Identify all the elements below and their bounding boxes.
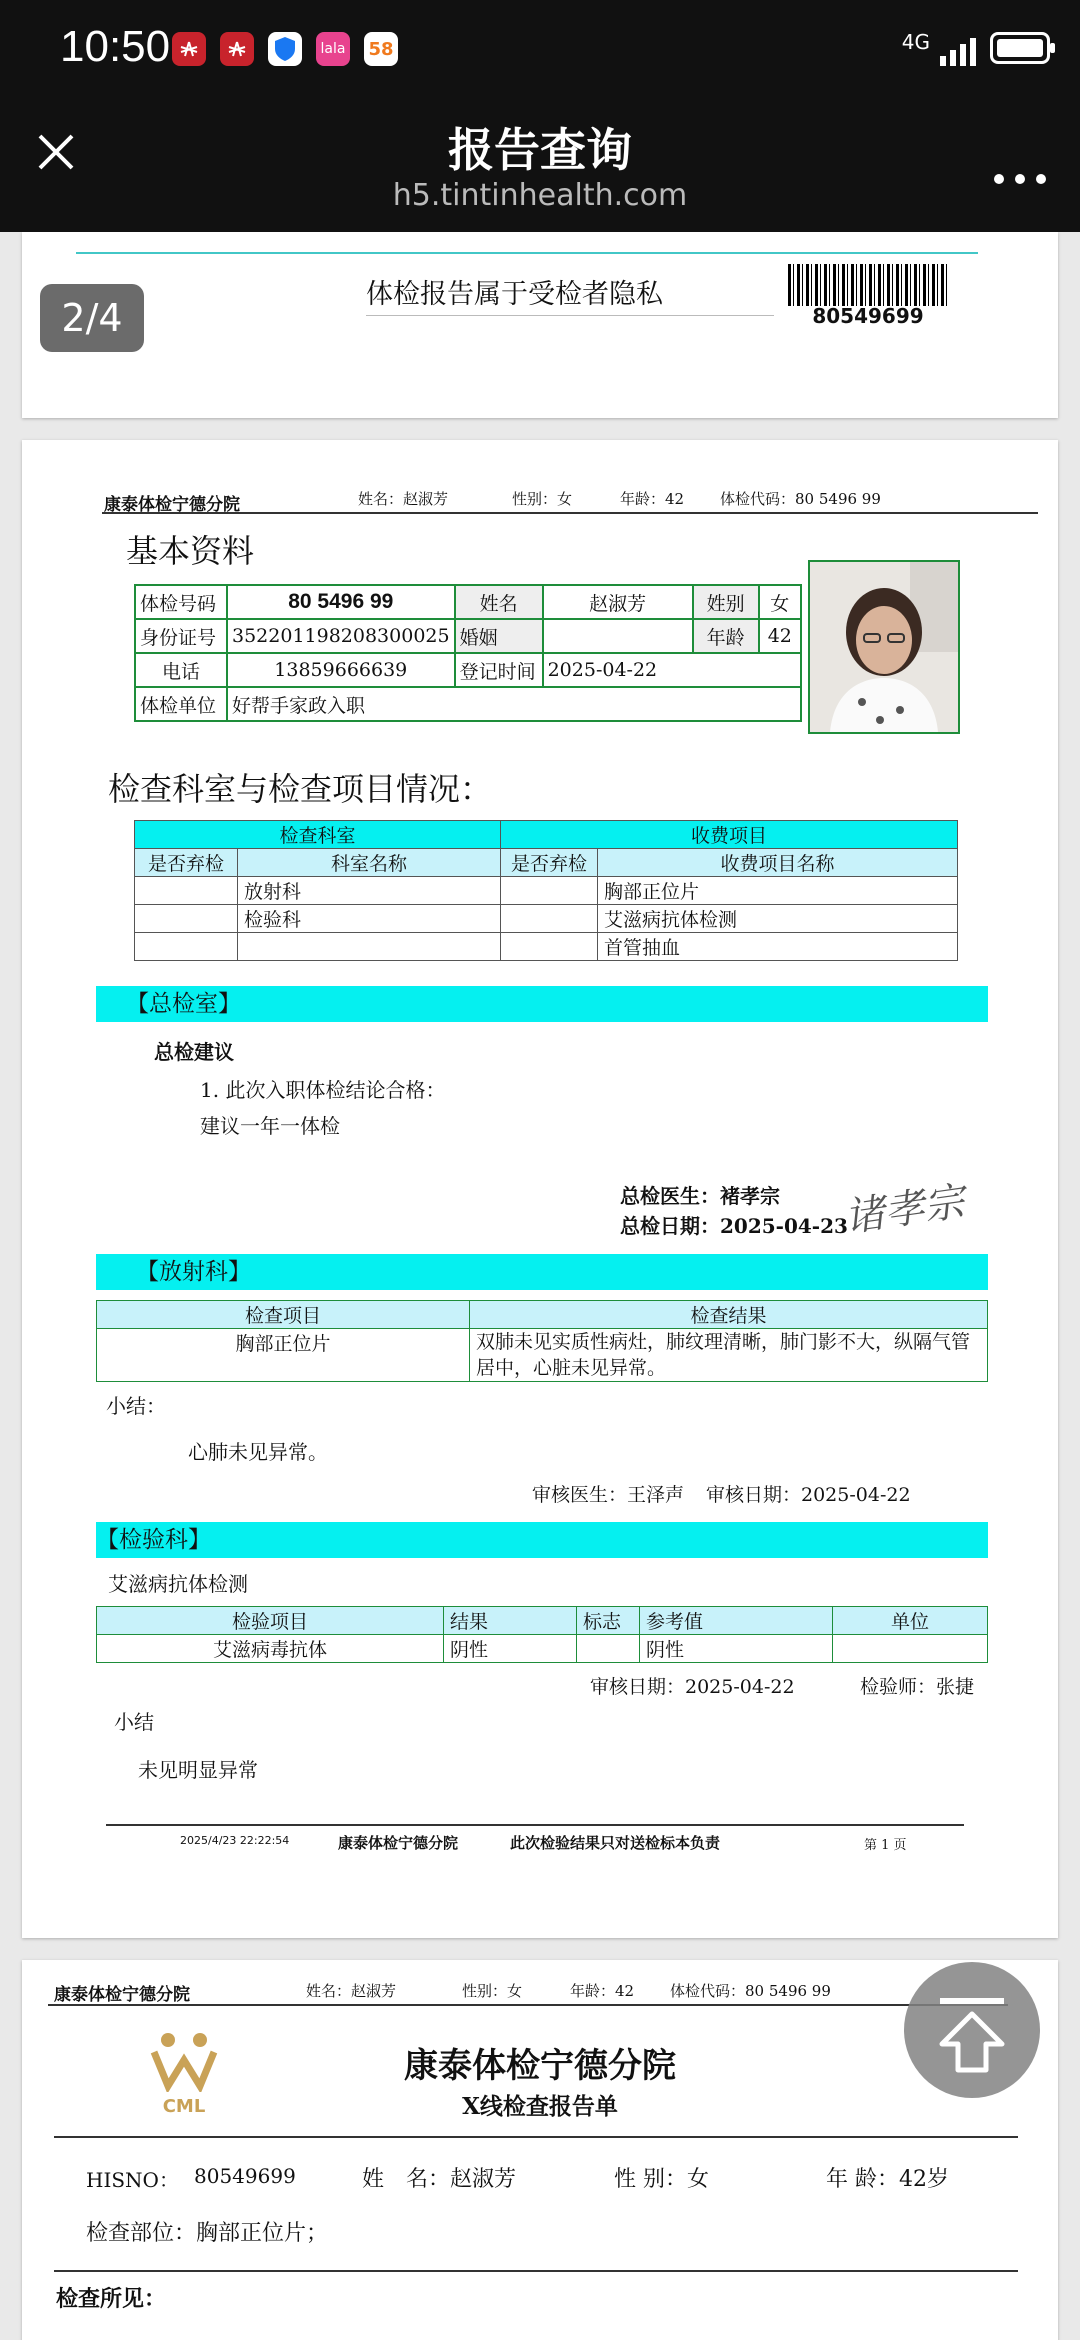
radiology-table [96,1300,988,1382]
radiology-summary-label: 小结： [106,1394,166,1418]
page-title: 报告查询 [448,123,632,177]
shield-icon [268,32,302,66]
col-header: 检查结果 [470,1301,988,1329]
xray-age: 年 龄：42岁 [826,2167,949,2192]
cell: 放射科 [238,877,501,905]
cell [135,933,238,961]
back-to-top-button[interactable] [904,1962,1040,2098]
cell [135,877,238,905]
col-header: 参考值 [640,1607,833,1635]
cell [238,933,501,961]
general-line-2: 建议一年一体检 [200,1114,340,1138]
org-name: 康泰体检宁德分院 [104,495,240,515]
divider [54,2136,1018,2138]
cell: 首管抽血 [598,933,958,961]
divider [102,512,1038,514]
table-row [135,933,958,961]
radiology-summary: 心肺未见异常。 [188,1440,328,1464]
general-date: 2025-04-23 [720,1214,848,1238]
barcode-number: 80549699 [812,304,924,328]
cell [501,877,598,905]
xray-part: 检查部位：胸部正位片； [86,2221,329,2246]
col-header: 是否弃检 [135,849,238,877]
header-exam-code: 体检代码：80 5496 99 [670,1982,831,2000]
general-line-1: 1. 此次入职体检结论合格： [200,1078,446,1102]
xray-gender: 性 别：女 [614,2167,709,2192]
col-header: 单位 [833,1607,988,1635]
section-title-basic: 基本资料 [126,532,255,570]
header-exam-code: 体检代码：80 5496 99 [720,490,881,508]
cell: 艾滋病抗体检测 [598,905,958,933]
report-page-main [22,440,1058,1938]
date-label [620,1210,848,1239]
lab-table [96,1606,988,1663]
patient-photo [808,560,960,734]
footer-page: 第 1 页 [864,1838,907,1853]
basic-info-table [134,584,802,722]
huawei-icon [220,32,254,66]
notification-icons [172,32,398,66]
barcode-image [788,264,948,306]
doctor-name: 褚孝宗 [720,1184,780,1208]
header-age: 年龄：42 [620,490,685,508]
cell: 检验科 [238,905,501,933]
xray-org-title: 康泰体检宁德分院 [404,2046,676,2086]
logo-text: CML [162,2096,206,2117]
header-age: 年龄：42 [570,1982,635,2000]
signal-icon [940,32,976,66]
col-header: 检验项目 [97,1607,444,1635]
section-lab: 【检验科】 [96,1522,988,1558]
cell-label: 体检单位 [135,687,227,721]
col-header: 检查项目 [97,1301,470,1329]
battery-icon [990,32,1050,64]
divider [48,2004,1008,2006]
status-bar [0,0,1080,100]
doctor-signature: 诸孝宗 [841,1178,968,1242]
header-gender: 性别：女 [512,490,573,508]
col-header: 结果 [444,1607,577,1635]
divider [106,1824,964,1826]
col-header: 科室名称 [238,849,501,877]
network-type: 4G [901,30,930,54]
section-radiology: 【放射科】 [96,1254,988,1290]
lab-tester: 检验师：张捷 [860,1676,975,1698]
cell-label: 电话 [135,653,227,687]
general-subtitle: 总检建议 [154,1040,234,1064]
hisno-value: 80549699 [194,2164,296,2188]
table-row [135,877,958,905]
cell-label: 姓别 [693,585,759,619]
cell-label: 体检号码 [135,585,227,619]
col-header: 是否弃检 [501,849,598,877]
cell-id: 352201198208300025 [227,619,455,653]
cell-age: 42 [759,619,801,653]
col-header: 收费项目名称 [598,849,958,877]
col-header: 标志 [577,1607,640,1635]
page-url: h5.tintinhealth.com [392,178,688,213]
section-general: 【总检室】 [96,986,988,1022]
cell [501,933,598,961]
cell-name: 赵淑芳 [543,585,693,619]
app-58-icon: 58 [364,32,398,66]
cell-label: 婚姻 [455,619,543,653]
cell: 艾滋病毒抗体 [97,1635,444,1663]
table-row [97,1635,988,1663]
clock: 10:50 [60,22,171,71]
section-title-dept: 检查科室与检查项目情况： [108,770,493,808]
findings-label: 检查所见： [56,2286,167,2312]
hisno-label: HISNO： [86,2168,179,2192]
cell-label: 姓名 [455,585,543,619]
table-row [97,1329,988,1382]
doctor-label [620,1180,780,1209]
cell [833,1635,988,1663]
xray-name: 姓 名：赵淑芳 [362,2167,517,2192]
cell-gender: 女 [759,585,801,619]
huawei-icon [172,32,206,66]
footer-org: 康泰体检宁德分院 [338,1834,459,1852]
cell-label: 身份证号 [135,619,227,653]
header-gender: 性别：女 [462,1982,523,2000]
cell [501,905,598,933]
cell: 阴性 [640,1635,833,1663]
cell [135,905,238,933]
radiology-reviewer: 审核医生：王泽声 [532,1484,685,1506]
table-row [135,905,958,933]
cell: 胸部正位片 [598,877,958,905]
divider [76,252,978,254]
back-to-top-icon [940,1998,1004,2004]
date-label-text: 总检日期： [620,1214,720,1238]
report-page-cover [22,232,1058,418]
dept-items-table [134,820,958,961]
cell-exam-no: 80 5496 99 [227,585,455,619]
lab-review-date: 审核日期：2025-04-22 [590,1676,795,1698]
divider [54,2270,1018,2272]
header-name: 姓名：赵淑芳 [306,1982,397,2000]
header-name: 姓名：赵淑芳 [358,490,449,508]
lab-summary-label: 小结 [114,1710,154,1734]
org-name: 康泰体检宁德分院 [54,1985,190,2005]
lala-app-icon: lala [316,32,350,66]
cell: 胸部正位片 [97,1329,470,1382]
cell-phone: 13859666639 [227,653,455,687]
cell: 双肺未见实质性病灶，肺纹理清晰，肺门影不大，纵隔气管居中，心脏未见异常。 [470,1329,988,1382]
cell [577,1635,640,1663]
report-page-xray [22,1960,1058,2340]
lab-summary: 未见明显异常 [138,1758,258,1782]
doctor-label-text: 总检医生： [620,1184,720,1208]
footer-datetime: 2025/4/23 22:22:54 [180,1834,290,1847]
privacy-notice: 体检报告属于受检者隐私 [366,272,774,316]
app-header [0,100,1080,232]
cell-label: 登记时间 [455,653,543,687]
cell: 阴性 [444,1635,577,1663]
cell-label: 年龄 [693,619,759,653]
cell-unit: 好帮手家政入职 [227,687,801,721]
more-icon[interactable] [992,150,1048,196]
radiology-review-date: 审核日期：2025-04-22 [706,1484,911,1506]
page-indicator: 2/4 [40,284,144,352]
cell-marital [543,619,693,653]
lab-subtitle: 艾滋病抗体检测 [108,1572,248,1596]
footer-note: 此次检验结果只对送检标本负责 [510,1834,721,1852]
arrow-up-icon [934,2006,1010,2076]
col-group-dept: 检查科室 [135,821,501,849]
cell-regtime: 2025-04-22 [543,653,801,687]
col-group-fee: 收费项目 [501,821,958,849]
xray-report-title: X线检查报告单 [462,2093,618,2120]
